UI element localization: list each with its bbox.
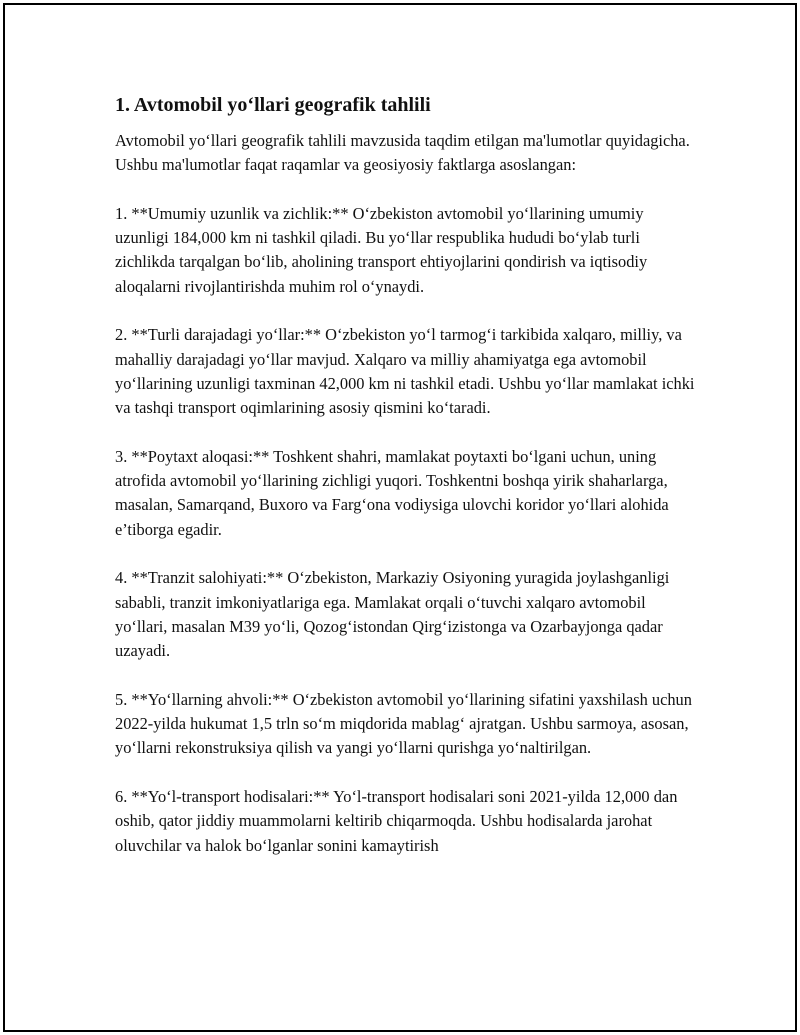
paragraph-road-condition: 5. **Yo‘llarning ahvoli:** O‘zbekiston avtomobil yo‘llarining sifatini yaxshilash uchun 2022-yilda hukumat 1,5 trln so‘m miqdorida mablag‘ ajratgan. Ushbu sarmoya, asosan, yo‘llarni rekonstruksiya qilish va yangi yo‘llarni qurishga yo‘naltirilgan. — [115, 689, 692, 758]
document-title: 1. Avtomobil yo‘llari geografik tahlili — [115, 94, 431, 116]
paragraph-total-length: 1. **Umumiy uzunlik va zichlik:** O‘zbekiston avtomobil yo‘llarining umumiy uzunligi 184,000 km ni tashkil qiladi. Bu yo‘llar respublika hududi bo‘ylab turli zichlikda tarqalgan bo‘lib, aholining transport ehtiyojlarini qondirish va iqtisodiy aloqalarni rivojlantirishda muhim rol o‘ynaydi. — [115, 203, 648, 296]
document-body — [115, 92, 700, 882]
intro-paragraph: Avtomobil yo‘llari geografik tahlili mavzusida taqdim etilgan ma'lumotlar quyidagicha. Ushbu ma'lumotlar faqat raqamlar va geosiyosiy faktlarga asoslangan: — [115, 131, 690, 175]
paragraph-capital-connection: 3. **Poytaxt aloqasi:** Toshkent shahri, mamlakat poytaxti bo‘lgani uchun, uning atrofida avtomobil yo‘llarining zichligi yuqori. Toshkentni boshqa yirik shaharlarga, masalan, Samarqand, Buxoro va Farg‘ona vodiysiga ulovchi koridor yo‘llari alohida e’tiborga egadir. — [115, 446, 669, 539]
paragraph-road-levels: 2. **Turli darajadagi yo‘llar:** O‘zbekiston yo‘l tarmog‘i tarkibida xalqaro, milliy, va mahalliy darajadagi yo‘llar mavjud. Xalqaro va milliy ahamiyatga ega avtomobil yo‘llarining uzunligi taxminan 42,000 km ni tashkil etadi. Ushbu yo‘llar mamlakat ichki va tashqi transport oqimlarining asosiy qismini ko‘taradi. — [115, 325, 695, 418]
paragraph-traffic-accidents: 6. **Yo‘l-transport hodisalari:** Yo‘l-transport hodisalari soni 2021-yilda 12,000 dan oshib, qator jiddiy muammolarni keltirib chiqarmoqda. Ushbu hodisalarda jarohat oluvchilar va halok bo‘lganlar sonini kamaytirish — [115, 787, 678, 855]
paragraph-transit-potential: 4. **Tranzit salohiyati:** O‘zbekiston, Markaziy Osiyoning yuragida joylashganligi sababli, tranzit imkoniyatlariga ega. Mamlakat orqali o‘tuvchi xalqaro avtomobil yo‘llari, masalan M39 yo‘li, Qozog‘istondan Qirg‘izistonga va Ozarbayjonga qadar uzayadi. — [115, 568, 670, 661]
